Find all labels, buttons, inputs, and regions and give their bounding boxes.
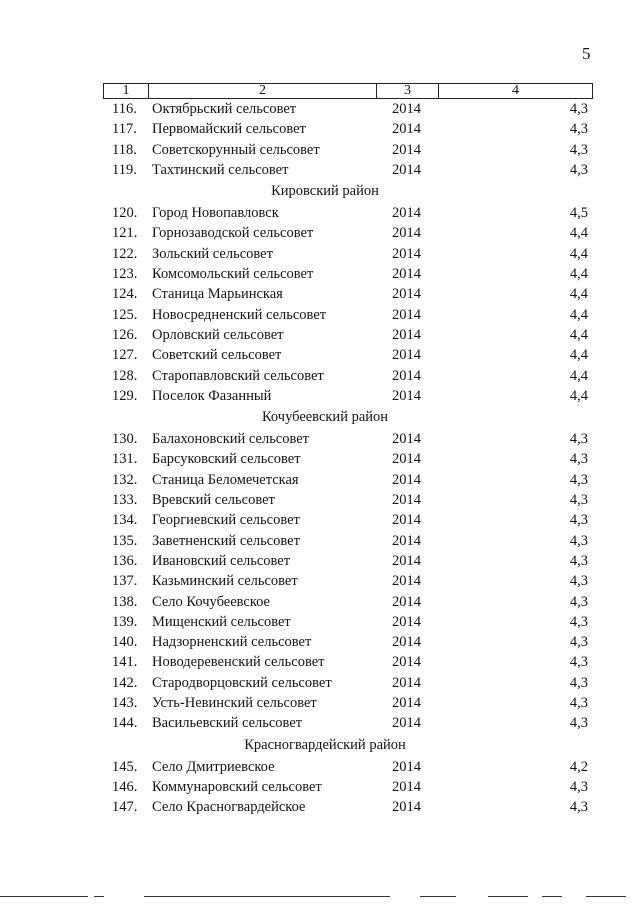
row-year: 2014 <box>392 654 421 671</box>
row-year: 2014 <box>392 205 421 222</box>
row-value: 4,4 <box>569 266 588 283</box>
row-year: 2014 <box>392 799 421 816</box>
row-value: 4,3 <box>569 695 588 712</box>
settlement-name: Заветненский сельсовет <box>152 532 300 549</box>
row-number: 127. <box>112 347 138 364</box>
table-row <box>0 592 640 612</box>
row-year: 2014 <box>392 101 421 117</box>
table-row <box>0 386 640 406</box>
row-number: 136. <box>112 552 138 569</box>
row-year: 2014 <box>392 758 421 775</box>
row-number: 141. <box>112 654 138 671</box>
row-year: 2014 <box>392 778 421 795</box>
table-row <box>0 510 640 530</box>
row-year: 2014 <box>392 471 421 488</box>
row-year: 2014 <box>392 306 421 323</box>
footer-rule-3 <box>144 896 390 897</box>
row-number: 132. <box>112 471 138 488</box>
row-year: 2014 <box>392 695 421 712</box>
settlement-name: Село Дмитриевское <box>152 758 275 775</box>
settlement-name: Мищенский сельсовет <box>152 613 291 630</box>
row-value: 4,3 <box>569 552 588 569</box>
row-value: 4,4 <box>569 306 588 323</box>
row-value: 4,3 <box>569 532 588 549</box>
row-number: 143. <box>112 695 138 712</box>
row-value: 4,4 <box>569 326 588 343</box>
settlement-name: Поселок Фазанный <box>152 387 272 404</box>
settlement-name: Первомайский сельсовет <box>152 121 306 138</box>
table-row <box>0 119 640 139</box>
table-row <box>0 757 640 777</box>
row-year: 2014 <box>392 532 421 549</box>
row-value: 4,3 <box>569 674 588 691</box>
settlement-name: Тахтинский сельсовет <box>152 161 289 178</box>
settlement-name: Вревский сельсовет <box>152 492 275 509</box>
table-row <box>0 325 640 345</box>
row-value: 4,3 <box>569 492 588 509</box>
settlement-name: Усть-Невинский сельсовет <box>152 695 317 712</box>
footer-rule-2 <box>94 896 104 897</box>
settlement-name: Зольский сельсовет <box>152 245 273 262</box>
settlement-name: Новосредненский сельсовет <box>152 306 327 323</box>
row-year: 2014 <box>392 431 421 448</box>
table-row <box>0 632 640 652</box>
row-number: 142. <box>112 674 138 691</box>
settlement-name: Балахоновский сельсовет <box>152 431 310 448</box>
row-number: 117. <box>112 121 137 138</box>
header-col-1: 1 <box>104 84 149 98</box>
row-value: 4,3 <box>569 431 588 448</box>
table-row <box>0 612 640 632</box>
footer-rule-6 <box>542 896 562 897</box>
row-year: 2014 <box>392 715 421 732</box>
settlement-name: Васильевский сельсовет <box>152 715 303 732</box>
settlement-name: Старопавловский сельсовет <box>152 367 324 384</box>
row-year: 2014 <box>392 286 421 303</box>
row-year: 2014 <box>392 245 421 262</box>
row-number: 124. <box>112 286 138 303</box>
row-number: 137. <box>112 573 138 590</box>
row-value: 4,4 <box>569 387 588 404</box>
row-number: 146. <box>112 778 138 795</box>
settlement-name: Георгиевский сельсовет <box>152 512 300 529</box>
settlement-name: Советскорунный сельсовет <box>152 141 320 158</box>
settlement-name: Станица Беломечетская <box>152 471 299 488</box>
table-row <box>0 345 640 365</box>
table-header <box>103 83 593 99</box>
row-value: 4,3 <box>569 471 588 488</box>
row-value: 4,3 <box>569 101 588 117</box>
footer-rule-1 <box>0 896 88 897</box>
row-year: 2014 <box>392 593 421 610</box>
table-row <box>0 571 640 591</box>
table-row <box>0 797 640 817</box>
table-row <box>0 223 640 243</box>
table-row <box>0 777 640 797</box>
row-value: 4,3 <box>569 778 588 795</box>
row-value: 4,3 <box>569 613 588 630</box>
settlement-name: Комсомольский сельсовет <box>152 266 314 283</box>
district-heading: Кировский район <box>271 183 379 200</box>
row-year: 2014 <box>392 451 421 468</box>
table-row <box>0 713 640 733</box>
table-row <box>0 244 640 264</box>
row-year: 2014 <box>392 161 421 178</box>
row-number: 116. <box>112 101 137 117</box>
row-year: 2014 <box>392 367 421 384</box>
table-row <box>0 673 640 693</box>
row-value: 4,4 <box>569 286 588 303</box>
row-value: 4,3 <box>569 573 588 590</box>
table-row <box>0 652 640 672</box>
header-col-3: 3 <box>377 84 439 98</box>
row-year: 2014 <box>392 613 421 630</box>
row-number: 121. <box>112 225 138 242</box>
table-row <box>0 203 640 223</box>
row-number: 140. <box>112 634 138 651</box>
row-number: 133. <box>112 492 138 509</box>
settlement-name: Стародворцовский сельсовет <box>152 674 332 691</box>
table-row <box>0 449 640 469</box>
table-body <box>0 99 640 818</box>
table-row <box>0 99 640 119</box>
table-row <box>0 140 640 160</box>
row-year: 2014 <box>392 225 421 242</box>
row-year: 2014 <box>392 326 421 343</box>
table-row <box>0 305 640 325</box>
row-value: 4,3 <box>569 121 588 138</box>
row-year: 2014 <box>392 387 421 404</box>
row-value: 4,3 <box>569 654 588 671</box>
header-col-2: 2 <box>149 84 377 98</box>
settlement-name: Станица Марьинская <box>152 286 283 303</box>
row-value: 4,3 <box>569 512 588 529</box>
row-number: 120. <box>112 205 138 222</box>
settlement-name: Надзорненский сельсовет <box>152 634 312 651</box>
row-year: 2014 <box>392 674 421 691</box>
row-value: 4,4 <box>569 367 588 384</box>
settlement-name: Село Кочубеевское <box>152 593 270 610</box>
row-year: 2014 <box>392 347 421 364</box>
row-year: 2014 <box>392 573 421 590</box>
settlement-name: Город Новопавловск <box>152 205 279 222</box>
settlement-name: Новодеревенский сельсовет <box>152 654 325 671</box>
row-value: 4,4 <box>569 347 588 364</box>
row-value: 4,3 <box>569 161 588 178</box>
header-col-4: 4 <box>512 83 519 98</box>
row-value: 4,3 <box>569 451 588 468</box>
row-value: 4,2 <box>569 758 588 775</box>
settlement-name: Коммунаровский сельсовет <box>152 778 322 795</box>
row-year: 2014 <box>392 492 421 509</box>
table-row <box>0 490 640 510</box>
settlement-name: Село Красногвардейское <box>152 799 306 816</box>
row-year: 2014 <box>392 552 421 569</box>
row-value: 4,5 <box>569 205 588 222</box>
row-value: 4,3 <box>569 799 588 816</box>
footer-rule-7 <box>586 896 626 897</box>
row-value: 4,4 <box>569 225 588 242</box>
row-number: 126. <box>112 326 138 343</box>
row-number: 128. <box>112 367 138 384</box>
table-row <box>0 693 640 713</box>
row-number: 147. <box>112 799 138 816</box>
row-value: 4,3 <box>569 715 588 732</box>
row-number: 119. <box>112 161 137 178</box>
row-number: 138. <box>112 593 138 610</box>
row-number: 129. <box>112 387 138 404</box>
row-number: 135. <box>112 532 138 549</box>
footer-rule-4 <box>420 896 456 897</box>
row-number: 118. <box>112 141 137 158</box>
row-number: 145. <box>112 758 138 775</box>
row-value: 4,3 <box>569 593 588 610</box>
row-year: 2014 <box>392 121 421 138</box>
page-number: 5 <box>582 44 591 63</box>
district-heading: Красногвардейский район <box>244 736 406 753</box>
row-year: 2014 <box>392 512 421 529</box>
row-year: 2014 <box>392 266 421 283</box>
row-number: 130. <box>112 431 138 448</box>
table-row <box>0 160 640 180</box>
settlement-name: Горнозаводской сельсовет <box>152 225 314 242</box>
row-year: 2014 <box>392 141 421 158</box>
row-number: 134. <box>112 512 138 529</box>
settlement-name: Октябрьский сельсовет <box>152 101 297 117</box>
row-number: 131. <box>112 451 138 468</box>
table-row <box>0 551 640 571</box>
row-value: 4,3 <box>569 141 588 158</box>
table-row <box>0 366 640 386</box>
row-number: 123. <box>112 266 138 283</box>
table-row <box>0 470 640 490</box>
settlement-name: Казьминский сельсовет <box>152 573 298 590</box>
settlement-name: Орловский сельсовет <box>152 326 284 343</box>
table-row <box>0 531 640 551</box>
row-number: 122. <box>112 245 138 262</box>
table-row <box>0 264 640 284</box>
table-row <box>0 429 640 449</box>
row-number: 139. <box>112 613 138 630</box>
footer-rule-5 <box>488 896 528 897</box>
row-value: 4,4 <box>569 245 588 262</box>
settlement-name: Советский сельсовет <box>152 347 282 364</box>
district-heading: Кочубеевский район <box>261 409 389 426</box>
settlement-name: Ивановский сельсовет <box>152 552 291 569</box>
table-row <box>0 284 640 304</box>
row-year: 2014 <box>392 634 421 651</box>
row-number: 125. <box>112 306 138 323</box>
row-value: 4,3 <box>569 634 588 651</box>
settlement-name: Барсуковский сельсовет <box>152 451 301 468</box>
row-number: 144. <box>112 715 138 732</box>
